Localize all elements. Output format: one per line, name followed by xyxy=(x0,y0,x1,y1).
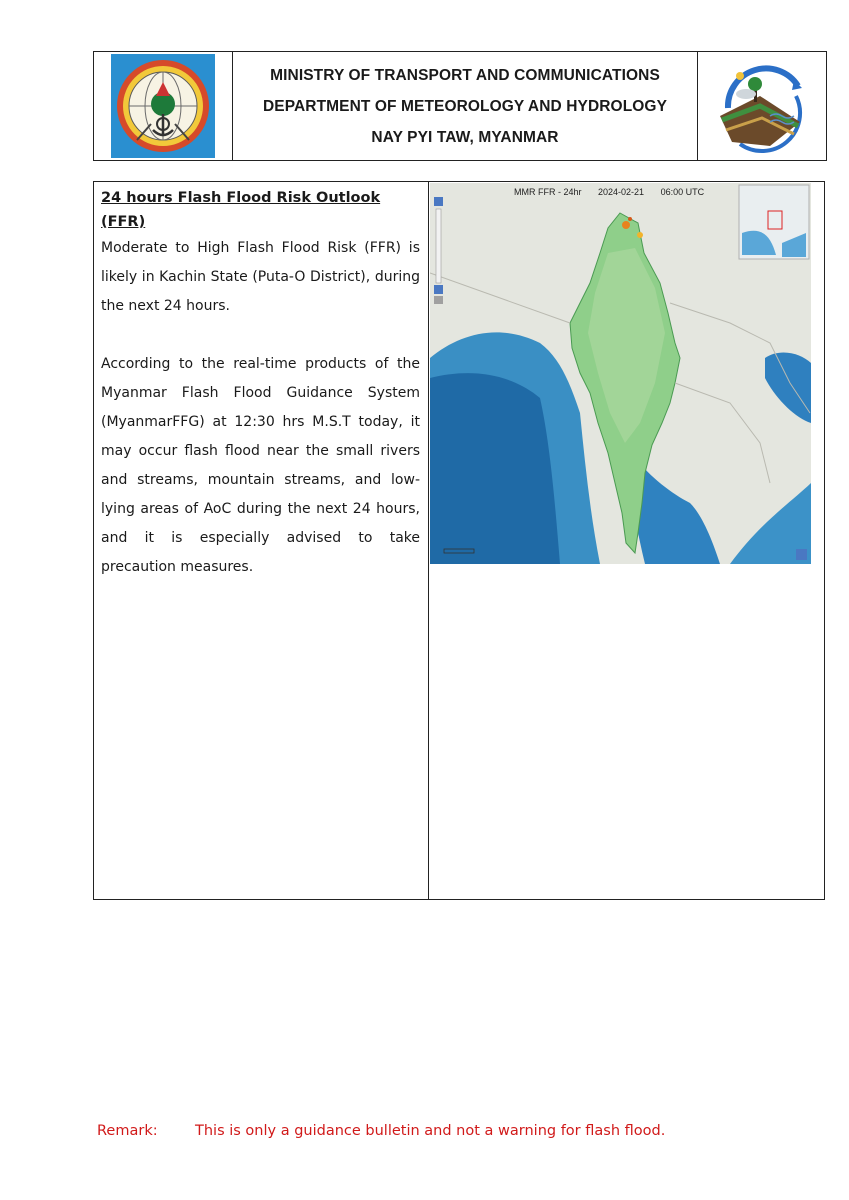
outlook-text-cell xyxy=(94,182,429,899)
bulletin-header xyxy=(93,51,827,161)
left-logo-cell xyxy=(94,52,233,160)
map-cell xyxy=(429,182,824,899)
header-title-block xyxy=(233,52,698,160)
right-logo-cell xyxy=(698,52,826,160)
ffr-map-canvas xyxy=(430,183,811,564)
ministry-name: MINISTRY OF TRANSPORT AND COMMUNICATIONS xyxy=(270,66,660,84)
map-date: 2024-02-21 xyxy=(598,187,645,197)
department-name: DEPARTMENT OF METEOROLOGY AND HYDROLOGY xyxy=(262,97,668,115)
map-product: MMR FFR - 24hr xyxy=(514,187,582,197)
map-time: 06:00 UTC xyxy=(660,187,705,197)
map-caption xyxy=(514,187,718,197)
risk-details: According to the real-time products of the Myanmar Flash Flood Guidance System (MyanmarFFG) at 12:30 hrs M.S.T today, it may occur flash flood near the small rivers and streams, mountain streams, and low-lying areas of AoC during the next 24 hours, and it is especially advised to take precaution measures. xyxy=(101,356,420,575)
remark-text: This is only a guidance bulletin and not a warning for flash flood. xyxy=(195,1123,666,1139)
remark-line xyxy=(97,1123,665,1139)
location-name: NAY PYI TAW, MYANMAR xyxy=(371,128,559,146)
remark-label: Remark: xyxy=(97,1123,158,1139)
hydrology-cycle-icon xyxy=(710,56,814,156)
outlook-table xyxy=(93,181,825,900)
ministry-emblem-icon xyxy=(111,54,215,158)
risk-summary: Moderate to High Flash Flood Risk (FFR) is likely in Kachin State (Puta-O District), during the next 24 hours. xyxy=(101,240,420,314)
ffr-map[interactable] xyxy=(430,183,811,564)
outlook-title: 24 hours Flash Flood Risk Outlook (FFR) xyxy=(101,190,381,230)
